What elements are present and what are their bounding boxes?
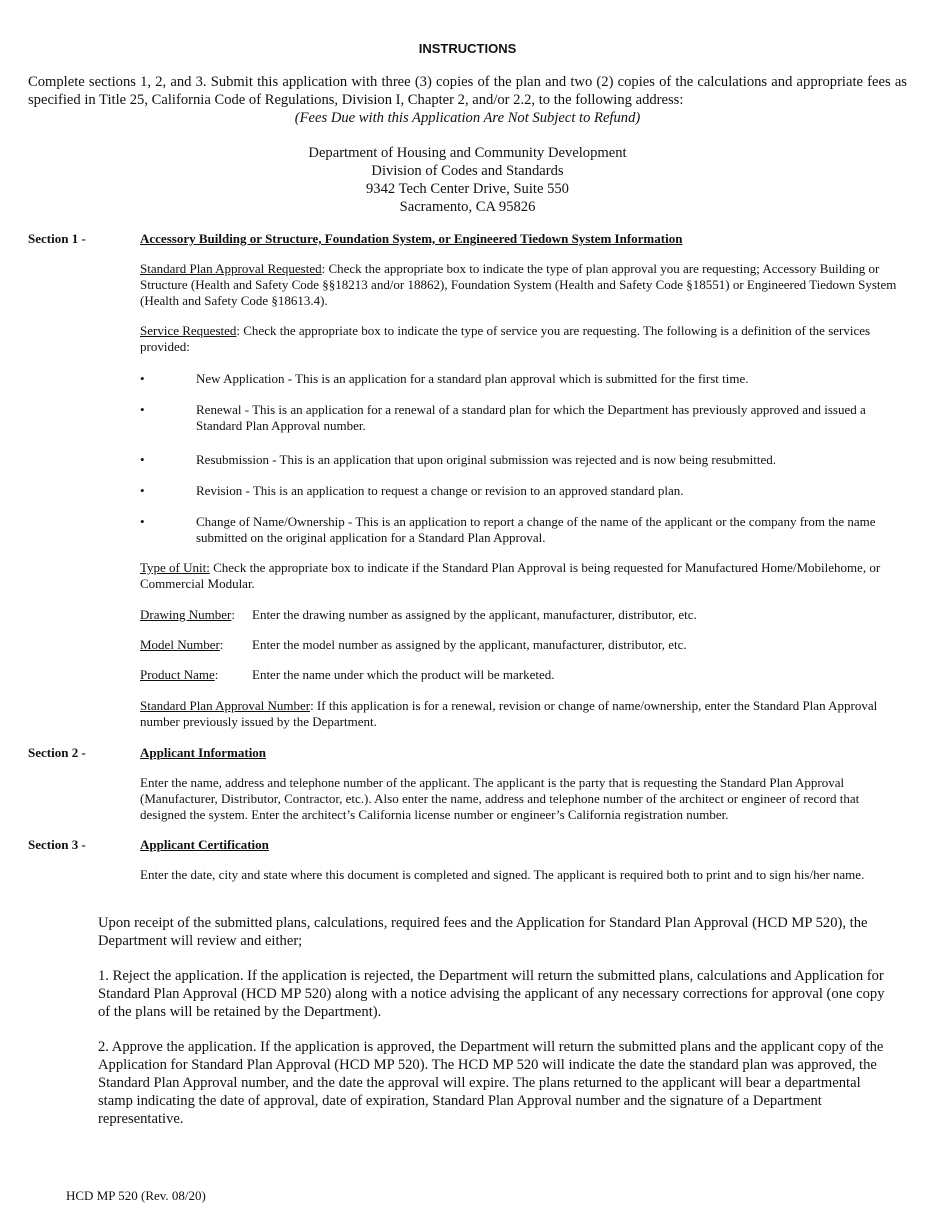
address-line: Sacramento, CA 95826: [399, 199, 536, 215]
bullet-icon: •: [140, 371, 145, 386]
service-requested-term: Service Requested: [140, 323, 237, 338]
approve-paragraph: 2. Approve the application. If the application is approved, the Department will return the submitted plans and the applicant copy of the Application for Standard Plan Approval (HCD MP 520). The HCD MP 520 will indicate the date the standard plan was approved, the Standard Plan Approval number, and the date the approval will expire. The plans returned to the applicant will bear a departmental stamp indicating the date of approval, date of expiration, Standard Plan Approval number and the signature of a Department representative.: [98, 1039, 884, 1127]
product-name-term: Product Name: [140, 667, 215, 682]
section-1-label: Section 1 -: [28, 231, 86, 246]
product-name-text: Enter the name under which the product will be marketed.: [252, 667, 555, 682]
intro-paragraph: Complete sections 1, 2, and 3. Submit this application with three (3) copies of the plan and two (2) copies of the calculations and appropriate fees as specified in Title 25, California Code of Regulations, Division I, Chapter 2, and/or 2.2, to the following address:: [28, 74, 907, 108]
section-1-title: Accessory Building or Structure, Foundation System, or Engineered Tiedown System Information: [140, 231, 683, 246]
reject-paragraph: 1. Reject the application. If the application is rejected, the Department will return the submitted plans, calculations and Application for Standard Plan Approval (HCD MP 520) along with a notice advising the applicant of any necessary corrections for approval (one copy of the plans will be retained by the Department).: [98, 968, 885, 1020]
form-number-footer: HCD MP 520 (Rev. 08/20): [66, 1188, 206, 1203]
section-2-title: Applicant Information: [140, 745, 267, 760]
service-item-revision: Revision - This is an application to request a change or revision to an approved standard plan.: [196, 483, 684, 498]
bullet-icon: •: [140, 452, 145, 467]
plan-approval-requested-paragraph: [140, 261, 908, 309]
type-of-unit-paragraph: [140, 560, 908, 592]
bullet-icon: •: [140, 402, 145, 417]
drawing-number-term: Drawing Number: [140, 607, 232, 622]
section-2-label: Section 2 -: [28, 745, 86, 760]
applicant-information-paragraph: Enter the name, address and telephone number of the applicant. The applicant is the party that is requesting the Standard Plan Approval (Manufacturer, Distributor, Contractor, etc.). Also enter the name, address and telephone number of the architect or engineer of record that designed the system. Enter the architect’s California license number or engineer’s California registration number.: [140, 775, 860, 822]
drawing-number-colon: :: [231, 607, 235, 622]
plan-approval-requested-text: : Check the appropriate box to indicate the type of plan approval you are requesting; Accessory Building or Structure (Health and Safety Code §§18213 and/or 18862), Foundation System (Health and Safety Code §18551) or Engineered Tiedown System (Health and Safety Code §18613.4).: [140, 261, 897, 308]
address-line: 9342 Tech Center Drive, Suite 550: [366, 181, 569, 197]
model-number-colon: :: [219, 637, 224, 652]
section-3-label: Section 3 -: [28, 837, 86, 852]
applicant-certification-paragraph: Enter the date, city and state where this document is completed and signed. The applicant is required both to print and to sign his/her name.: [140, 867, 865, 882]
model-number-term: Model Number: [140, 637, 220, 652]
bullet-icon: •: [140, 483, 145, 498]
model-number-text: Enter the model number as assigned by the applicant, manufacturer, distributor, etc.: [252, 637, 687, 652]
type-of-unit-text: Check the appropriate box to indicate if the Standard Plan Approval is being requested for Manufactured Home/Mobilehome, or Commercial Modular.: [140, 560, 881, 591]
service-requested-text: : Check the appropriate box to indicate the type of service you are requesting. The following is a definition of the services provided:: [140, 323, 871, 354]
bullet-icon: •: [140, 514, 145, 529]
address-line: Division of Codes and Standards: [371, 163, 564, 179]
service-item-renewal: Renewal - This is an application for a renewal of a standard plan for which the Department has previously approved and issued a Standard Plan Approval number.: [196, 402, 866, 433]
product-name-colon: :: [214, 667, 219, 682]
spa-number-paragraph: [140, 698, 908, 730]
service-item-new: New Application - This is an application for a standard plan approval which is submitted for the first time.: [196, 371, 749, 386]
spa-number-text: : If this application is for a renewal, revision or change of name/ownership, enter the Standard Plan Approval number previously issued by the Department.: [140, 698, 878, 729]
type-of-unit-term: Type of Unit:: [140, 560, 210, 575]
fees-note: (Fees Due with this Application Are Not Subject to Refund): [294, 110, 641, 126]
service-requested-paragraph: [140, 323, 908, 355]
review-intro-paragraph: Upon receipt of the submitted plans, calculations, required fees and the Application for Standard Plan Approval (HCD MP 520), the Department will review and either;: [98, 915, 868, 949]
address-line: Department of Housing and Community Development: [308, 145, 627, 161]
page-title: INSTRUCTIONS: [418, 41, 517, 56]
plan-approval-requested-term: Standard Plan Approval Requested: [140, 261, 322, 276]
drawing-number-text: Enter the drawing number as assigned by the applicant, manufacturer, distributor, etc.: [252, 607, 697, 622]
spa-number-term: Standard Plan Approval Number: [140, 698, 311, 713]
service-item-change-of-name: Change of Name/Ownership - This is an application to report a change of the name of the applicant or the company from the name submitted on the original application for a Standard Plan Approval.: [196, 514, 876, 545]
section-3-title: Applicant Certification: [140, 837, 269, 852]
mailing-address: [0, 144, 935, 216]
service-item-resubmission: Resubmission - This is an application that upon original submission was rejected and is now being resubmitted.: [196, 452, 776, 467]
